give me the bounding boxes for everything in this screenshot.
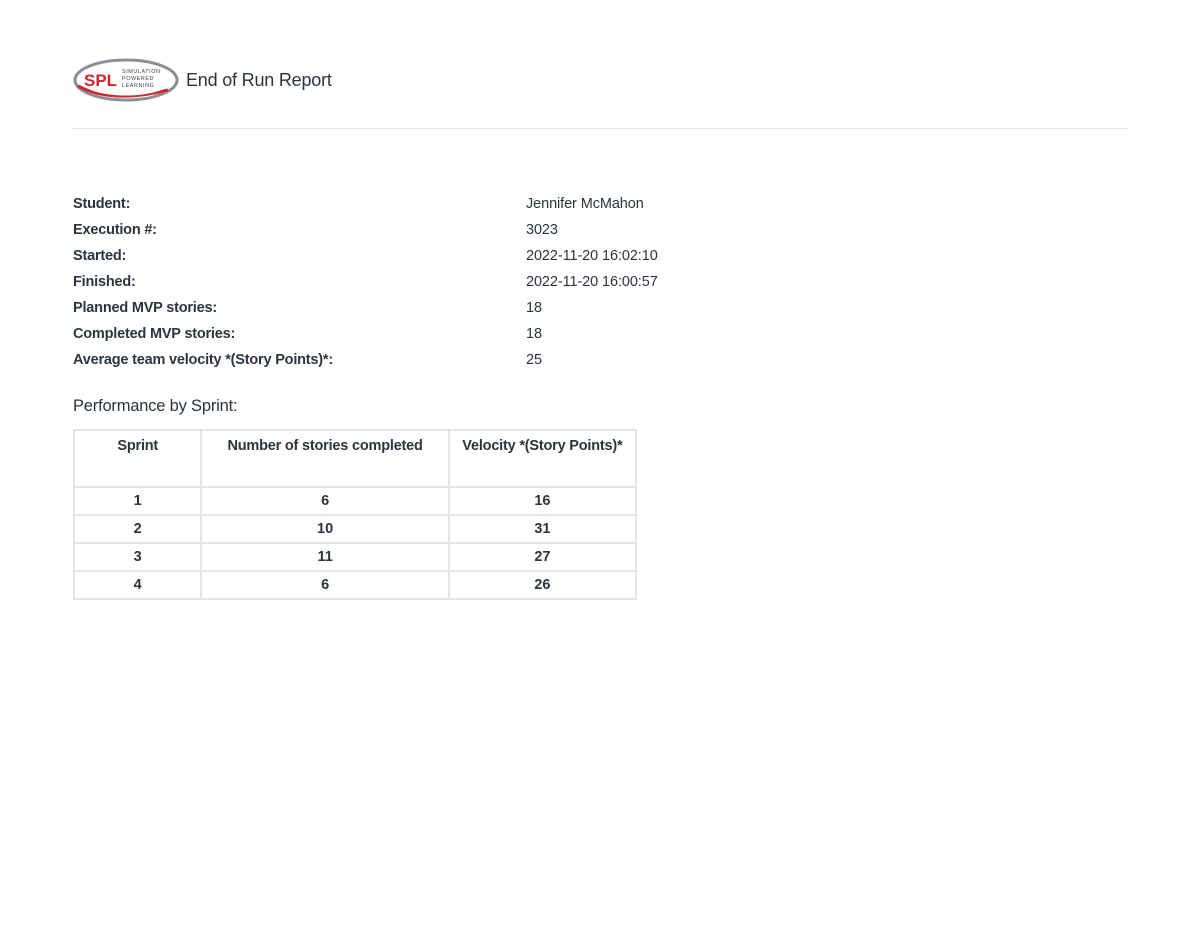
info-row-planned-mvp	[73, 295, 773, 321]
info-value: 25	[526, 352, 542, 368]
spl-logo	[72, 56, 180, 104]
info-label: Average team velocity *(Story Points)*:	[73, 352, 333, 368]
info-label: Planned MVP stories:	[73, 300, 217, 316]
performance-section-title: Performance by Sprint:	[73, 397, 238, 415]
info-label: Started:	[73, 248, 127, 264]
info-label: Student:	[73, 196, 131, 212]
info-value: 3023	[526, 222, 558, 238]
cell-velocity: 26	[449, 571, 636, 599]
info-value: 18	[526, 300, 542, 316]
logo-brand-line3: LEARNING	[122, 83, 155, 89]
cell-velocity: 31	[449, 515, 636, 543]
cell-sprint: 4	[74, 571, 201, 599]
info-row-execution	[73, 217, 773, 243]
logo-brand-line2: POWERED	[122, 76, 155, 82]
info-row-started	[73, 243, 773, 269]
logo-brand-line1: SIMULATION	[122, 69, 161, 75]
info-label: Finished:	[73, 274, 136, 290]
table-row	[74, 487, 636, 515]
cell-velocity: 16	[449, 487, 636, 515]
cell-stories: 10	[201, 515, 448, 543]
info-value: 2022-11-20 16:00:57	[526, 274, 658, 290]
cell-stories: 6	[201, 487, 448, 515]
report-header	[72, 56, 332, 104]
info-value: Jennifer McMahon	[526, 196, 644, 212]
info-row-average-velocity	[73, 347, 773, 373]
performance-table	[73, 429, 637, 600]
table-row	[74, 515, 636, 543]
logo-brand-letters: SPL	[84, 71, 118, 90]
info-label: Completed MVP stories:	[73, 326, 236, 342]
cell-stories: 11	[201, 543, 448, 571]
header-divider	[72, 128, 1127, 129]
table-row	[74, 571, 636, 599]
report-title: End of Run Report	[186, 69, 332, 90]
info-row-student	[73, 191, 773, 217]
info-label: Execution #:	[73, 222, 157, 238]
cell-sprint: 2	[74, 515, 201, 543]
cell-stories: 6	[201, 571, 448, 599]
cell-sprint: 3	[74, 543, 201, 571]
run-info	[73, 191, 773, 373]
info-value: 2022-11-20 16:02:10	[526, 248, 658, 264]
info-row-completed-mvp	[73, 321, 773, 347]
table-header-row	[74, 430, 636, 487]
column-header-velocity: Velocity *(Story Points)*	[449, 430, 636, 487]
info-value: 18	[526, 326, 542, 342]
column-header-stories: Number of stories completed	[201, 430, 448, 487]
cell-velocity: 27	[449, 543, 636, 571]
table-row	[74, 543, 636, 571]
info-row-finished	[73, 269, 773, 295]
cell-sprint: 1	[74, 487, 201, 515]
column-header-sprint: Sprint	[74, 430, 201, 487]
